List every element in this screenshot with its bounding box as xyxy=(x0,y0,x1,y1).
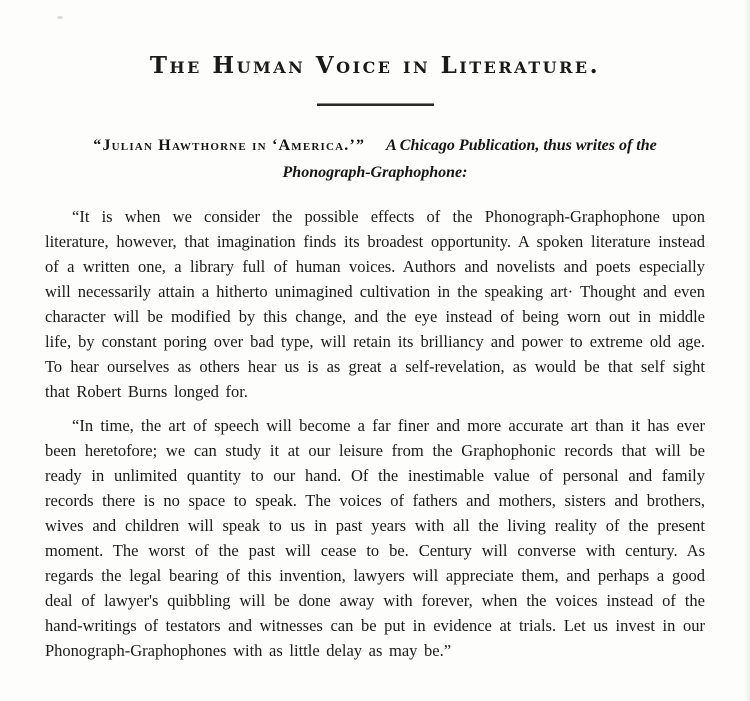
scan-artifact-speck xyxy=(57,16,63,19)
byline-subject: Phonograph-Graphophone: xyxy=(282,164,468,181)
byline-source: “Julian Hawthorne in ‘America.’” xyxy=(93,137,366,154)
paragraph-1: “It is when we consider the possible effects of the Phonograph-Graphophone upon literature, however, that imagination finds its broadest opportunity. A spoken literature instead of a written one, a library full of human voices. Authors and novelists and poets especially will necessarily attain a hitherto unimagined cultivation in the speaking art· Thought and even character will be modified by this change, and the eye instead of being worn out in middle life, by constant poring over bad type, will retain its brilliancy and power to extreme old age. To hear ourselves as others hear us is as great a self-revelation, as would be that self sight that Robert Burns longed for. xyxy=(45,207,705,401)
paragraph-2: “In time, the art of speech will become a far finer and more accurate art than it has ever been heretofore; we can study it at our leisure from the Graphophonic records that will be ready in unlimited quantity to our hand. Of the inestimable value of personal and family records there is no space to speak. The voices of fathers and mothers, sisters and brothers, wives and children will speak to us in past years with all the living reality of the present moment. The worst of the past will cease to be. Century will converse with century. As regards the legal bearing of this invention, lawyers will appreciate them, and perhaps a good deal of lawyer's quibbling will be done away with forever, when the voices instead of the hand-writings of testators and witnesses can be put in evidence at trials. Let us invest in our Phonograph-Graphophones with as little delay as may be.” xyxy=(45,416,705,660)
byline xyxy=(45,134,705,158)
page-title: The Human Voice in Literature. xyxy=(149,52,601,79)
byline-attribution: A Chicago Publication, thus writes of the xyxy=(386,137,657,154)
title-divider-rule xyxy=(317,103,434,106)
